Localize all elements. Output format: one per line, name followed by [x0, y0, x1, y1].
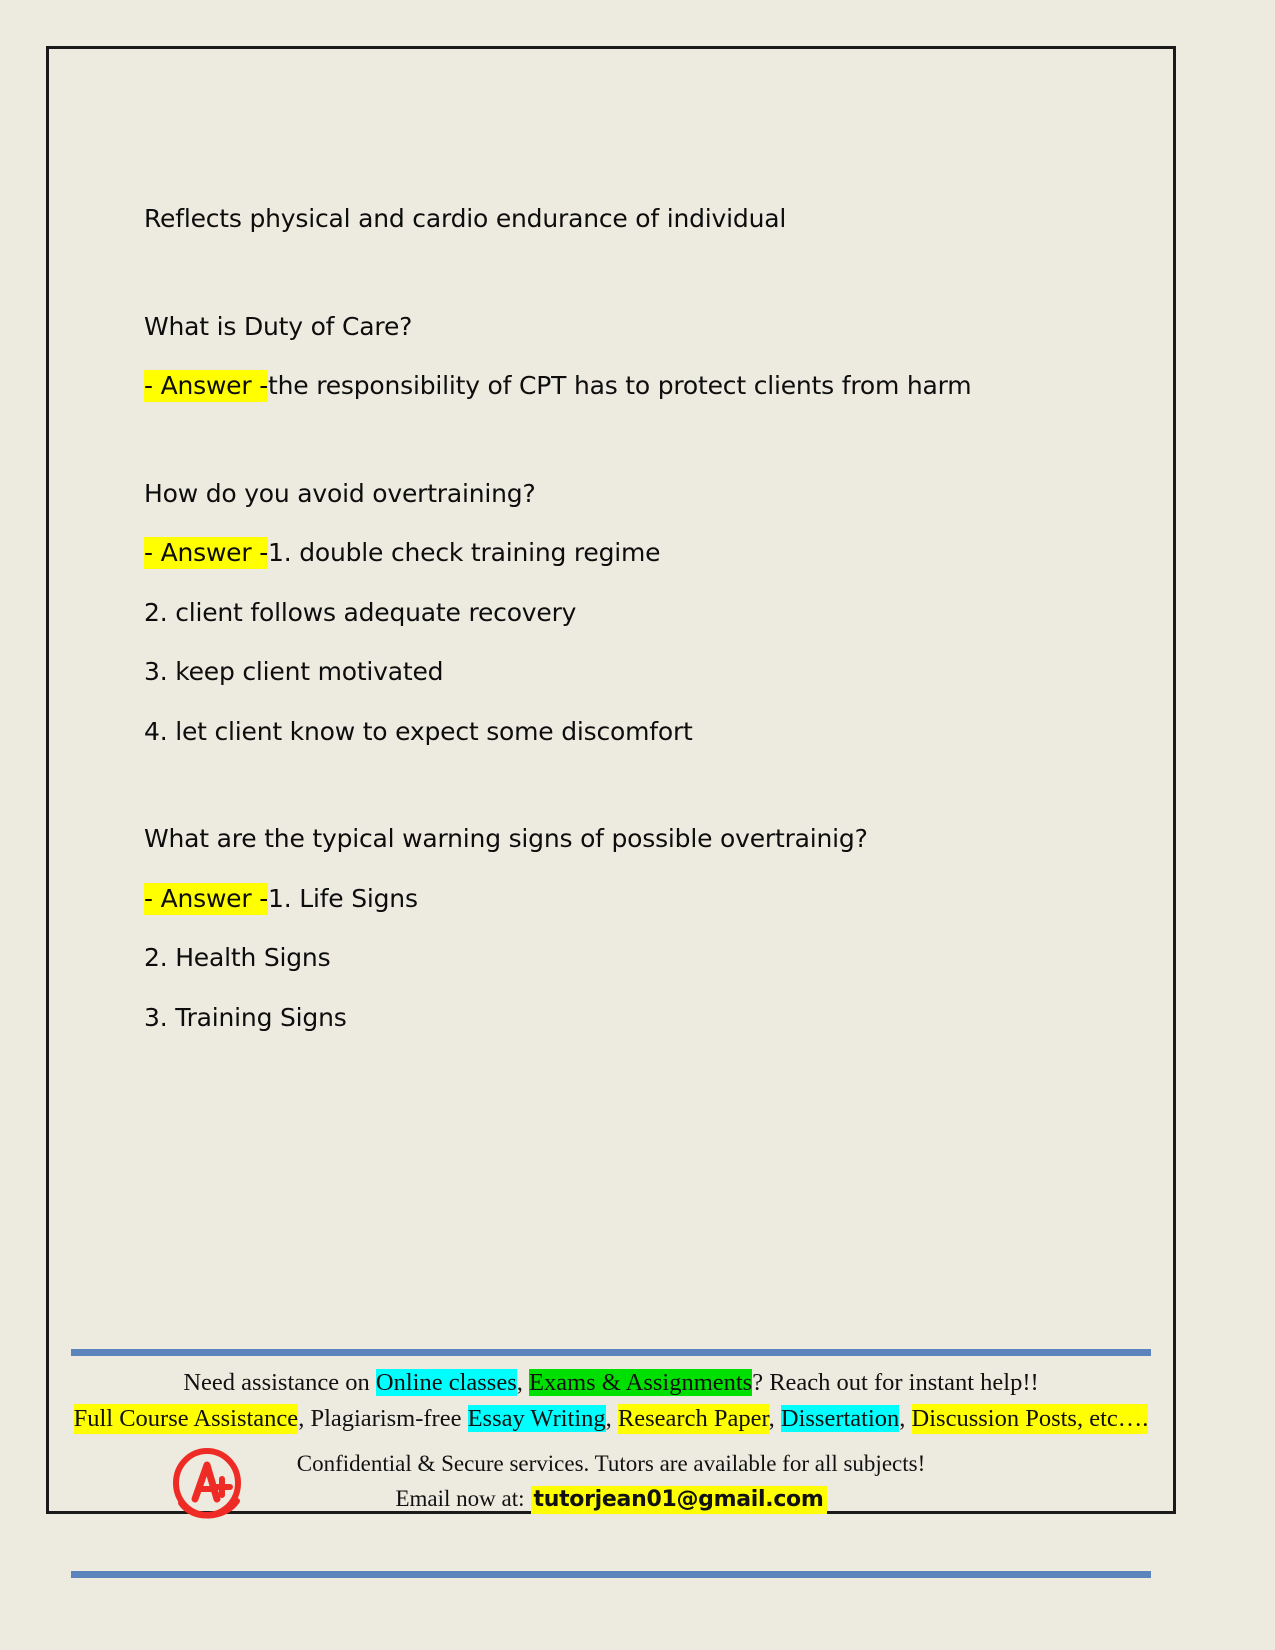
- footer-contact-block: [49, 1447, 1173, 1516]
- footer-email-line: [49, 1482, 1173, 1517]
- footer-text-plain: ,: [768, 1404, 781, 1432]
- page-footer: [49, 1295, 1173, 1515]
- answer-text: 1. Life Signs: [268, 883, 418, 913]
- question-text: What are the typical warning signs of possible overtrainig?: [144, 824, 868, 853]
- email-label: Email now at:: [395, 1485, 525, 1511]
- list-item-text: 2. client follows adequate recovery: [144, 597, 577, 627]
- footer-text-plain: ,: [605, 1404, 618, 1432]
- footer-divider-top: [71, 1349, 1151, 1356]
- footer-text-pre: Need assistance on: [183, 1369, 376, 1396]
- answer-avoid-overtraining: [144, 538, 1054, 568]
- document-body: [144, 204, 1054, 1062]
- footer-text-post: ? Reach out for instant help!!: [752, 1369, 1039, 1396]
- footer-highlight-discussion-posts: Discussion Posts, etc….: [911, 1404, 1149, 1432]
- document-page-frame: [46, 46, 1176, 1514]
- answer-duty-of-care: [144, 371, 1054, 401]
- list-item-text: 4. let client know to expect some discomfort: [144, 716, 693, 746]
- footer-highlight-online-classes: Online classes: [375, 1369, 517, 1396]
- question-text: How do you avoid overtraining?: [144, 478, 536, 508]
- list-item-text: 2. Health Signs: [144, 943, 331, 972]
- statement-text: Reflects physical and cardio endurance of individual: [144, 204, 787, 233]
- footer-highlight-dissertation: Dissertation: [780, 1404, 900, 1432]
- question-avoid-overtraining: [144, 479, 1054, 509]
- footer-promo-lines: [49, 1365, 1173, 1436]
- list-item: [144, 717, 1054, 747]
- answer-text: 1. double check training regime: [268, 538, 661, 567]
- footer-line-services: [49, 1365, 1173, 1401]
- footer-text-plain: , Plagiarism-free: [298, 1404, 468, 1432]
- statement-line: [144, 204, 1054, 234]
- email-address[interactable]: tutorjean01@gmail.com: [531, 1486, 827, 1514]
- answer-marker: - Answer -: [144, 883, 269, 913]
- answer-warning-signs: [144, 884, 1054, 914]
- list-item-text: 3. keep client motivated: [144, 657, 444, 686]
- question-duty-of-care: [144, 312, 1054, 342]
- list-item-text: 3. Training Signs: [144, 1002, 347, 1032]
- question-warning-signs: [144, 824, 1054, 854]
- list-item: [144, 943, 1054, 973]
- answer-marker: - Answer -: [144, 371, 269, 400]
- footer-text-plain: ,: [899, 1404, 912, 1432]
- footer-confidential-line: Confidential & Secure services. Tutors are available for all subjects!: [296, 1451, 926, 1476]
- footer-highlight-research-paper: Research Paper: [617, 1404, 769, 1432]
- list-item: [144, 657, 1054, 687]
- footer-text-mid: ,: [516, 1369, 529, 1396]
- answer-text: the responsibility of CPT has to protect clients from harm: [268, 371, 972, 400]
- answer-marker: - Answer -: [144, 538, 269, 567]
- footer-highlight-exams-assignments: Exams & Assignments: [528, 1369, 753, 1396]
- footer-line-offerings: [49, 1401, 1173, 1437]
- footer-highlight-full-course-assistance: Full Course Assistance: [73, 1404, 299, 1432]
- footer-highlight-essay-writing: Essay Writing: [467, 1404, 606, 1432]
- list-item: [144, 598, 1054, 628]
- list-item: [144, 1003, 1054, 1033]
- footer-divider-bottom: [71, 1571, 1151, 1578]
- question-text: What is Duty of Care?: [144, 311, 413, 341]
